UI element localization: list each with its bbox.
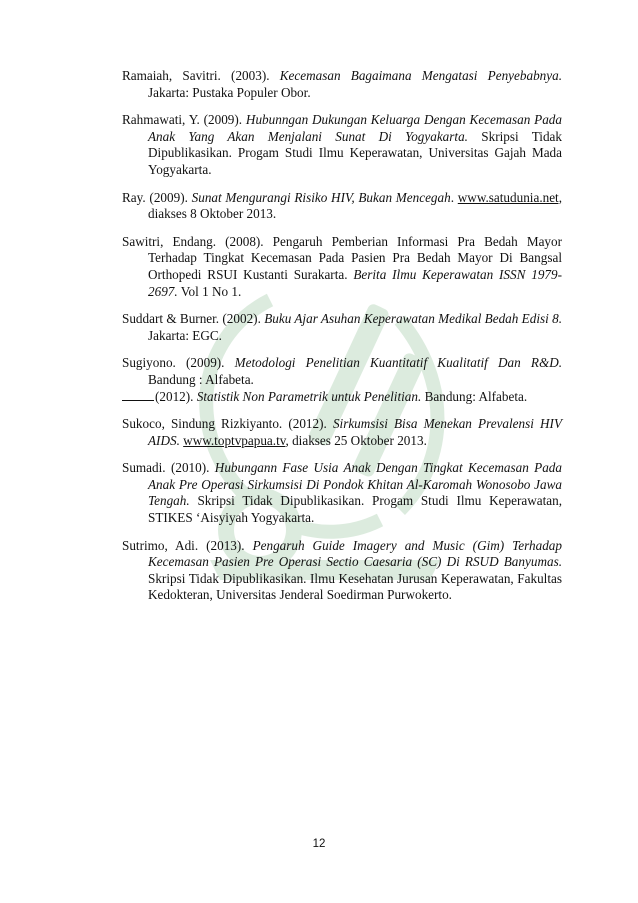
reference-entry: Sugiyono. (2009). Metodologi Penelitian Kuantitatif Kualitatif Dan R&D. Bandung : Alfabeta. [122,355,563,387]
reference-entry: Sumadi. (2010). Hubungann Fase Usia Anak Dengan Tingkat Kecemasan Pada Anak Pre Operasi Sirkumsisi Di Pondok Khitan Al-Karomah Wonosobo Jawa Tengah. Skripsi Tidak Dipublikasikan. Progam Studi Ilmu Keperawatan, STIKES ‘Aisyiyah Yogyakarta. [122,460,562,526]
reference-entry: (2012). Statistik Non Parametrik untuk Penelitian. Bandung: Alfabeta. [122,389,562,406]
reference-entry: Sawitri, Endang. (2008). Pengaruh Pemberian Informasi Pra Bedah Mayor Terhadap Tingkat Kecemasan Pada Pasien Pra Bedah Mayor Di Bangsal Orthopedi RSUI Kustanti Surakarta. Berita Ilmu Keperawatan ISSN 1979-2697. Vol 1 No 1. [122,233,562,299]
reference-entry: Rahmawati, Y. (2009). Hubunngan Dukungan Keluarga Dengan Kecemasan Pada Anak Yang Akan Menjalani Sunat Di Yogyakarta. Skripsi Tidak Dipublikasikan. Progam Studi Ilmu Keperawatan, Universitas Gajah Mada Yogyakarta. [122,112,562,177]
reference-entry: Sukoco, Sindung Rizkiyanto. (2012). Sirkumsisi Bisa Menekan Prevalensi HIV AIDS. www.toptvpapua.tv, diakses 25 Oktober 2013. [122,416,563,448]
reference-link[interactable]: www.satudunia.net, [457,189,563,205]
reference-link[interactable]: www.toptvpapua.tv [183,432,286,448]
reference-entry: Suddart & Burner. (2002). Buku Ajar Asuhan Keperawatan Medikal Bedah Edisi 8. Jakarta: EGC. [122,311,562,343]
reference-list [122,68,562,615]
reference-entry: Ramaiah, Savitri. (2003). Kecemasan Bagaimana Mengatasi Penyebabnya. Jakarta: Pustaka Populer Obor. [122,68,562,100]
reference-entry: Ray. (2009). Sunat Mengurangi Risiko HIV, Bukan Mencegah. www.satudunia.net, diakses 8 Oktober 2013. [122,189,563,222]
page-number: 12 [312,838,326,850]
reference-entry: Sutrimo, Adi. (2013). Pengaruh Guide Imagery and Music (Gim) Terhadap Kecemasan Pasien Pre Operasi Sectio Caesaria (SC) Di RSUD Banyumas. Skripsi Tidak Dipublikasikan. Ilmu Kesehatan Jurusan Keperawatan, Fakultas Kedokteran, Universitas Jenderal Soedirman Purwokerto. [122,537,562,603]
repeat-author-dash [122,390,154,401]
